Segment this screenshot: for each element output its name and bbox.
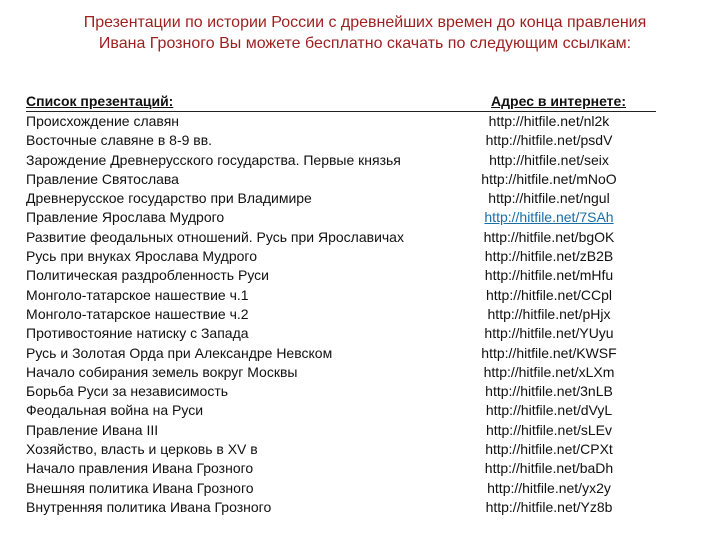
presentation-url-link[interactable]: http://hitfile.net/baDh: [484, 460, 614, 477]
presentation-name: Начало правления Ивана Грозного: [26, 460, 254, 477]
presentation-name: Противостояние натиску с Запада: [26, 325, 249, 342]
presentation-url-link[interactable]: http://hitfile.net/Yz8b: [485, 498, 613, 515]
presentation-name: Политическая раздробленность Руси: [26, 267, 269, 284]
presentation-name: Внешняя политика Ивана Грозного: [26, 479, 254, 496]
table-row: [26, 344, 656, 363]
presentation-url-link[interactable]: http://hitfile.net/nl2k: [488, 113, 610, 129]
table-row: [26, 324, 656, 343]
header-address: Адрес в интернете:: [491, 93, 626, 109]
presentation-name: Правление Святослава: [26, 170, 179, 187]
table-body: [26, 112, 656, 517]
presentation-url-link[interactable]: http://hitfile.net/pHjx: [487, 305, 611, 322]
presentation-url-link[interactable]: http://hitfile.net/dVyL: [485, 402, 613, 419]
table-row: [26, 208, 656, 227]
presentation-name: Правление Ивана III: [26, 421, 159, 438]
presentation-url-link[interactable]: http://hitfile.net/seix: [489, 151, 609, 168]
presentation-url-link[interactable]: http://hitfile.net/YUyu: [484, 325, 614, 342]
presentation-name: Начало собирания земель вокруг Москвы: [26, 363, 298, 380]
table-row: [26, 286, 656, 305]
header-presentations: Список презентаций:: [26, 93, 174, 109]
table-row: [26, 459, 656, 478]
presentation-name: Внутренняя политика Ивана Грозного: [26, 498, 272, 515]
presentation-url-link[interactable]: http://hitfile.net/mHfu: [484, 267, 614, 284]
table-row: [26, 479, 656, 498]
table-row: [26, 170, 656, 189]
presentation-url-link[interactable]: http://hitfile.net/mNoO: [481, 170, 617, 187]
presentation-name: Монголо-татарское нашествие ч.1: [26, 286, 249, 303]
table-header: [26, 92, 656, 112]
presentation-name: Зарождение Древнерусского государства. Первые князья: [26, 151, 401, 168]
presentation-url-link[interactable]: http://hitfile.net/CCpl: [485, 286, 613, 303]
presentation-url-link[interactable]: http://hitfile.net/zB2B: [484, 248, 614, 265]
table-row: [26, 247, 656, 266]
presentation-name: Происхождение славян: [26, 113, 180, 129]
table-row: [26, 112, 656, 131]
presentation-url-link[interactable]: http://hitfile.net/psdV: [485, 132, 613, 149]
table-row: [26, 363, 656, 382]
presentation-name: Хозяйство, власть и церковь в XV в: [26, 441, 258, 458]
presentation-url-link[interactable]: http://hitfile.net/xLXm: [483, 363, 615, 380]
table-row: [26, 266, 656, 285]
presentation-url-link[interactable]: http://hitfile.net/KWSF: [481, 344, 617, 361]
presentation-name: Борьба Руси за независимость: [26, 383, 229, 400]
presentation-url-link[interactable]: http://hitfile.net/sLEv: [485, 421, 613, 438]
presentation-url-link[interactable]: http://hitfile.net/3nLB: [485, 383, 613, 400]
page-title: Презентации по истории России с древнейших времен до конца правления Ивана Грозного Вы можете бесплатно скачать по следующим ссылкам:: [83, 14, 647, 52]
table-row: [26, 421, 656, 440]
table-row: [26, 440, 656, 459]
presentation-name: Правление Ярослава Мудрого: [26, 209, 225, 226]
table-row: [26, 189, 656, 208]
table-row: [26, 228, 656, 247]
table-row: [26, 151, 656, 170]
presentation-name: Восточные славяне в 8-9 вв.: [26, 132, 213, 149]
table-row: [26, 382, 656, 401]
presentation-name: Феодальная война на Руси: [26, 402, 204, 419]
presentation-name: Русь и Золотая Орда при Александре Невском: [26, 344, 333, 361]
table-row: [26, 498, 656, 517]
presentation-url-link[interactable]: http://hitfile.net/bgOK: [483, 228, 615, 245]
presentation-name: Древнерусское государство при Владимире: [26, 190, 312, 207]
table-row: [26, 401, 656, 420]
presentation-table: [26, 92, 656, 517]
presentation-name: Русь при внуках Ярослава Мудрого: [26, 248, 257, 265]
presentation-url-link[interactable]: http://hitfile.net/yx2y: [487, 479, 611, 496]
presentation-url-link[interactable]: http://hitfile.net/CPXt: [485, 441, 613, 458]
presentation-name: Монголо-татарское нашествие ч.2: [26, 305, 249, 322]
presentation-url-link[interactable]: http://hitfile.net/7SAh: [484, 209, 614, 226]
table-row: [26, 305, 656, 324]
presentation-url-link[interactable]: http://hitfile.net/ngul: [488, 190, 610, 207]
presentation-name: Развитие феодальных отношений. Русь при Ярославичах: [26, 228, 404, 245]
table-row: [26, 131, 656, 150]
